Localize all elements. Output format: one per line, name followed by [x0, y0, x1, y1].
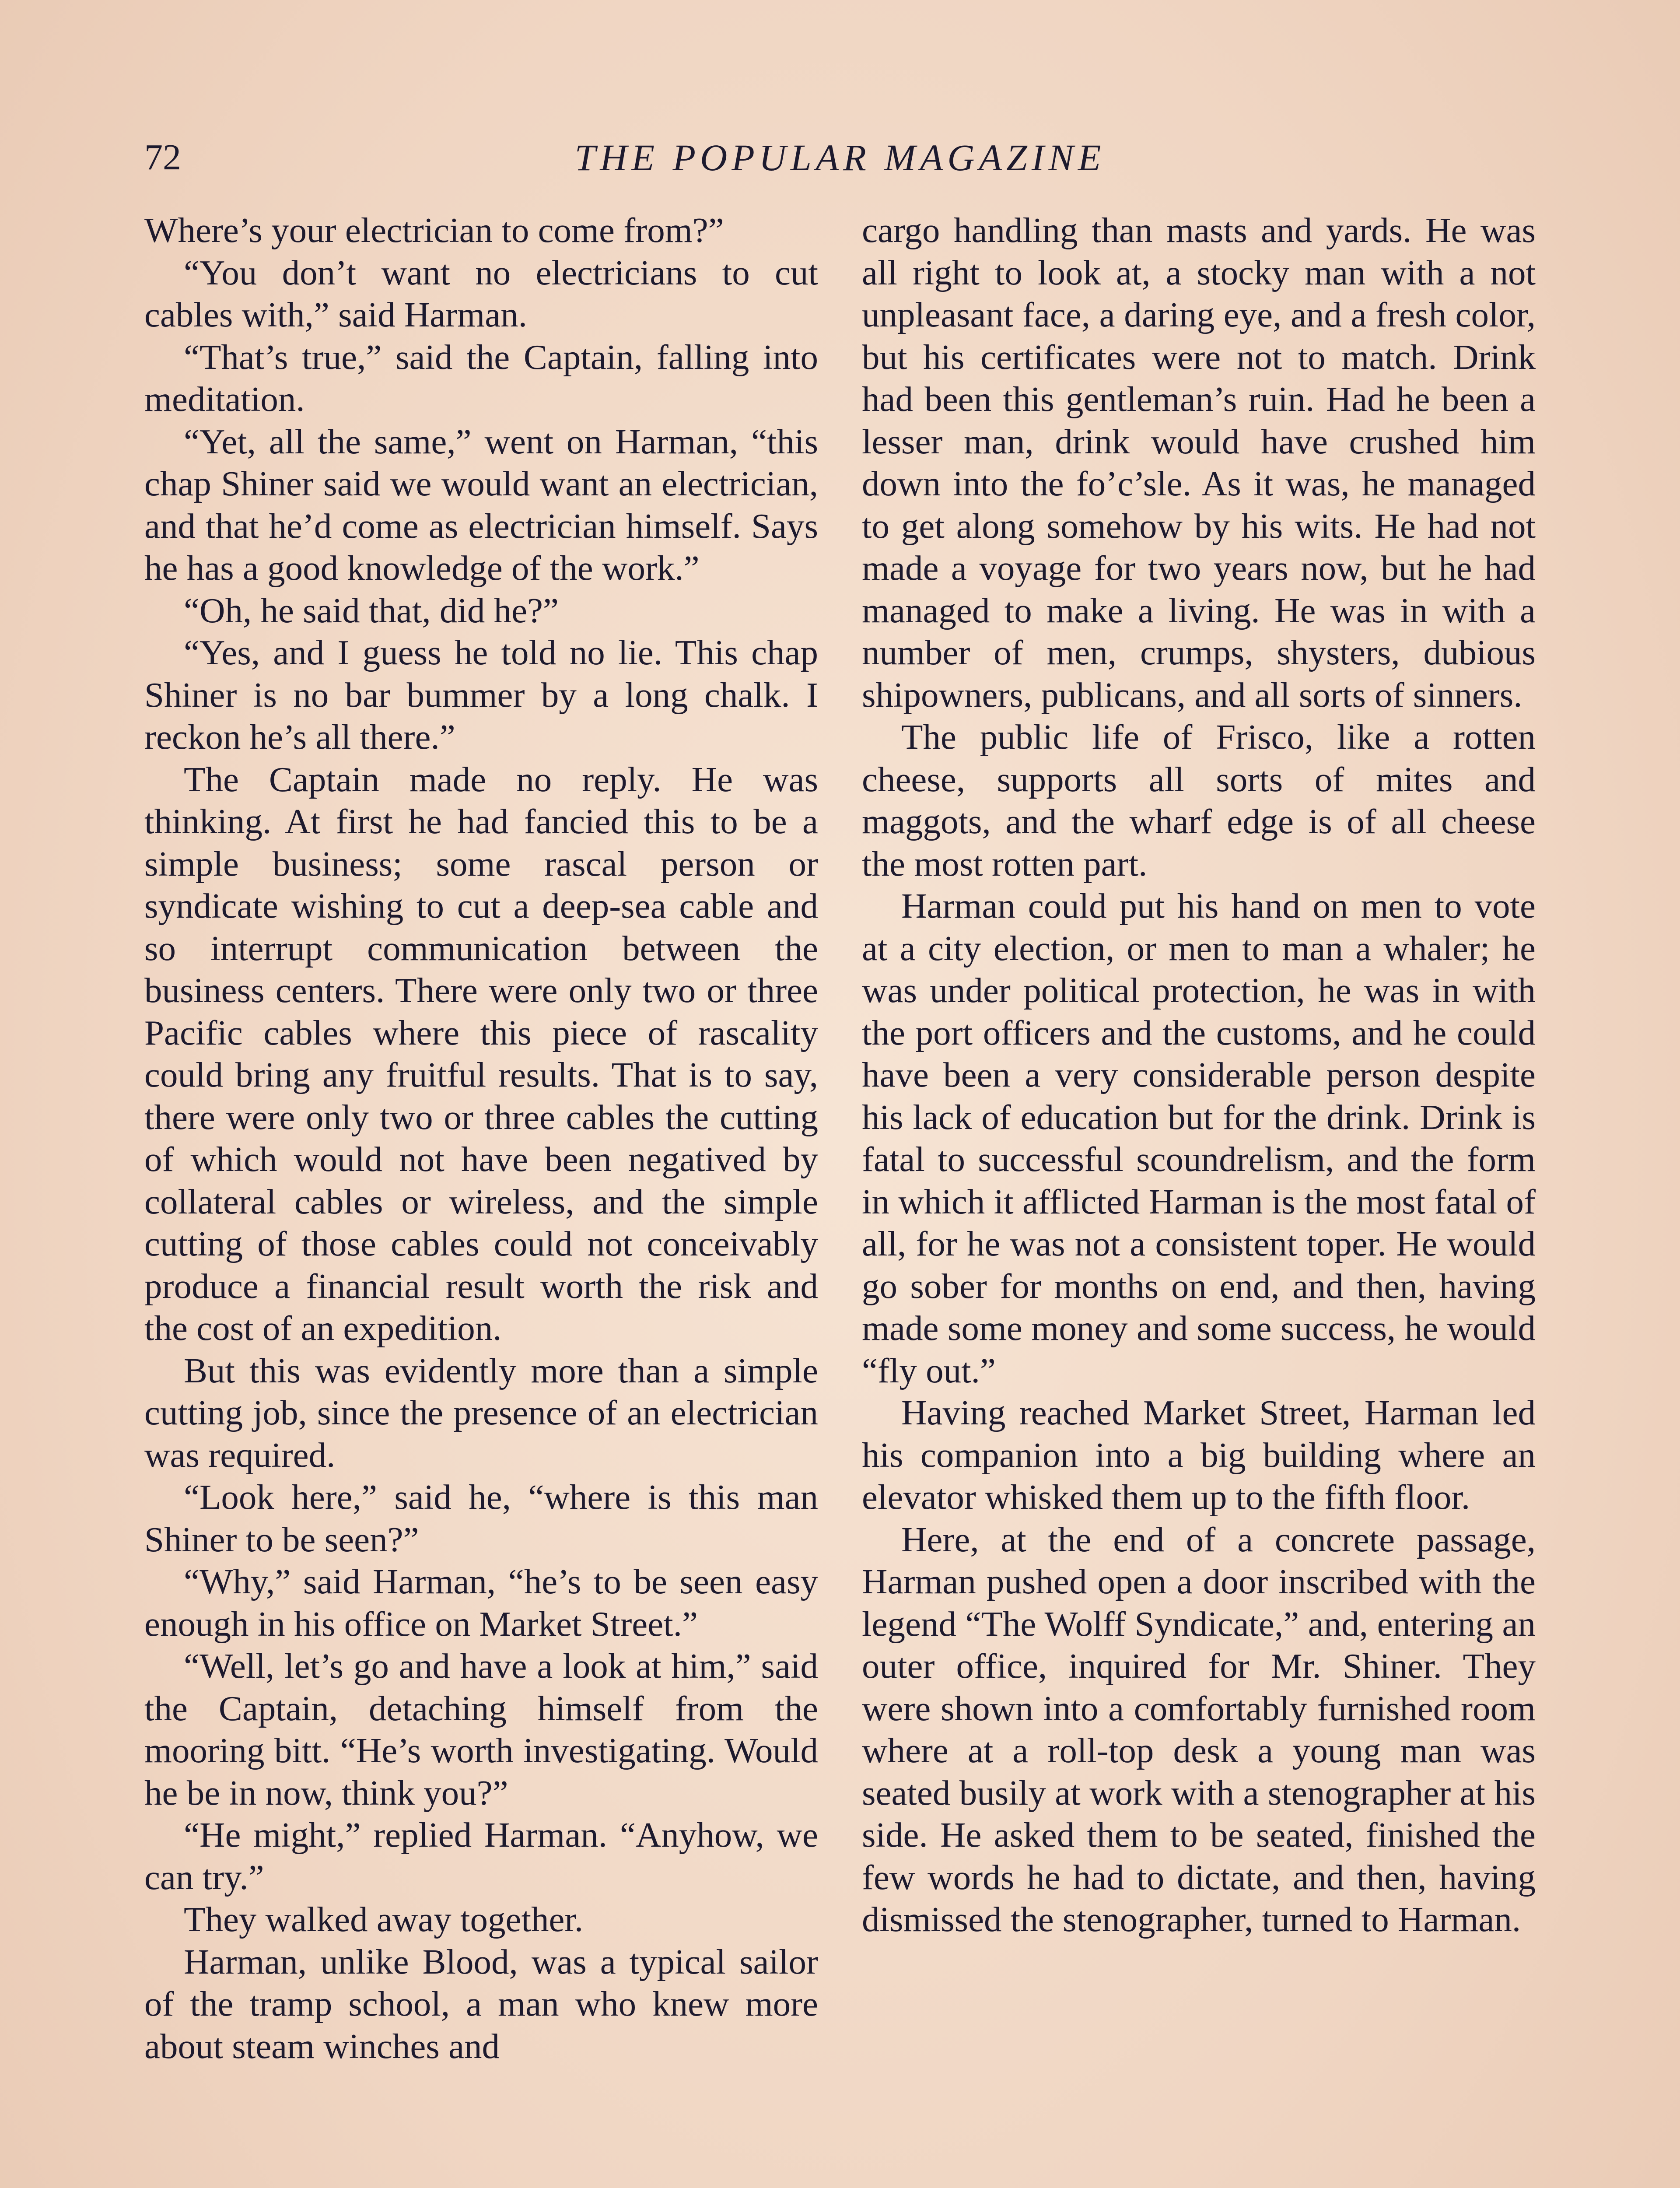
paragraph: “Yet, all the same,” went on Harman, “this chap Shiner said we would want an electrician, and that he’d come as electrician himself. Says he has a good knowledge of the work.” [144, 421, 818, 588]
paragraph: They walked away together. [184, 1900, 584, 1939]
left-column [144, 209, 818, 2067]
right-column [862, 209, 1536, 1941]
paragraph: “He might,” replied Harman. “Anyhow, we can try.” [144, 1815, 818, 1897]
paragraph: “Well, let’s go and have a look at him,” said the Captain, detaching himself from the mooring bitt. “He’s worth investigating. Would he be in now, think you?” [144, 1646, 818, 1813]
page-header [144, 131, 1536, 184]
paragraph: Harman could put his hand on men to vote at a city election, or men to man a whaler; he was under political protection, he was in with the port officers and the customs, and he could have been a very considerable person despite his lack of education but for the drink. Drink is fatal to successful scoundrelism, and the form in which it afflicted Harman is the most fatal of all, for he was not a consistent toper. He would go sober for months on end, and then, having made some money and some success, he would “fly out.” [862, 886, 1536, 1390]
paragraph: Having reached Market Street, Harman led his companion into a big building where an elevator whisked them up to the fifth floor. [862, 1393, 1536, 1517]
paragraph: But this was evidently more than a simple cutting job, since the presence of an electrician was required. [144, 1350, 818, 1475]
paragraph: “Why,” said Harman, “he’s to be seen easy enough in his office on Market Street.” [144, 1562, 818, 1644]
paragraph: The public life of Frisco, like a rotten cheese, supports all sorts of mites and maggots, and the wharf edge is of all cheese the most rotten part. [862, 717, 1536, 884]
paragraph: Here, at the end of a concrete passage, Harman pushed open a door inscribed with the legend “The Wolff Syndicate,” and, entering an outer office, inquired for Mr. Shiner. They were shown into a comfortably furnished room where at a roll-top desk a young man was seated busily at work with a stenographer at his side. He asked them to be seated, finished the few words he had to dictate, and then, having dismissed the stenographer, turned to Harman. [862, 1519, 1536, 1939]
paragraph: “Look here,” said he, “where is this man Shiner to be seen?” [144, 1477, 818, 1559]
paragraph: “Oh, he said that, did he?” [184, 590, 559, 630]
page-number: 72 [144, 137, 181, 178]
paragraph: Harman, unlike Blood, was a typical sailor of the tramp school, a man who knew more about steam winches and [144, 1942, 818, 2066]
paragraph: cargo handling than masts and yards. He was all right to look at, a stocky man with a not unpleasant face, a daring eye, and a fresh color, but his certificates were not to match. Drink had been this gentleman’s ruin. Had he been a lesser man, drink would have crushed him down into the fo’c’sle. As it was, he managed to get along somehow by his wits. He had not made a voyage for two years now, but he had managed to make a living. He was in with a number of men, crumps, shysters, dubious shipowners, publicans, and all sorts of sinners. [862, 210, 1536, 715]
paragraph: “Yes, and I guess he told no lie. This chap Shiner is no bar bummer by a long chalk. I reckon he’s all there.” [144, 633, 818, 757]
paragraph: “That’s true,” said the Captain, falling into meditation. [144, 337, 818, 419]
paragraph: “You don’t want no electricians to cut cables with,” said Harman. [144, 252, 818, 334]
running-title: THE POPULAR MAGAZINE [574, 137, 1106, 179]
paragraph: Where’s your electrician to come from?” [144, 210, 724, 250]
paragraph: The Captain made no reply. He was thinking. At first he had fancied this to be a simple business; some rascal person or syndicate wishing to cut a deep-sea cable and so interrupt communication between the business centers. There were only two or three Pacific cables where this piece of rascality could bring any fruitful results. That is to say, there were only two or three cables the cutting of which would not have been negatived by collateral cables or wireless, and the simple cutting of those cables could not conceivably produce a financial result worth the risk and the cost of an expedition. [144, 759, 818, 1348]
